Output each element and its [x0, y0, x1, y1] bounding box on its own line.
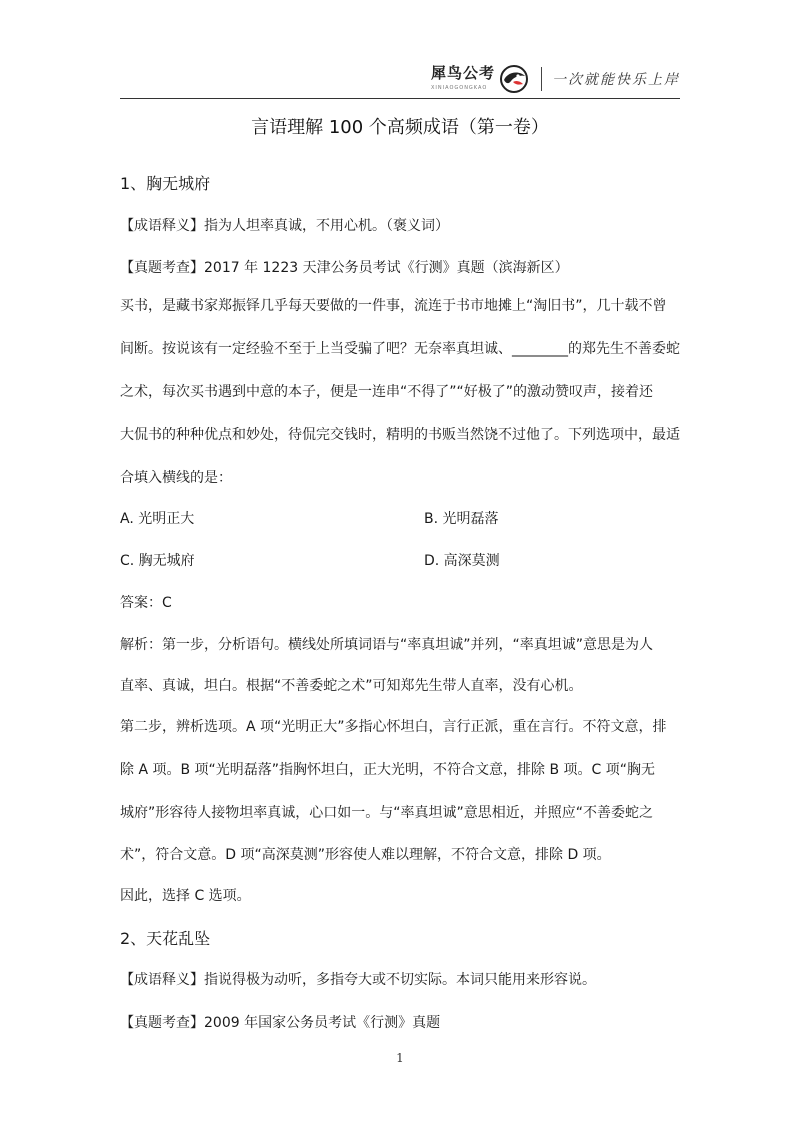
analysis-line: 城府”形容待人接物坦率真诚，心口如一。与“率真坦诚”意思相近，并照应“不善委蛇之: [120, 805, 654, 821]
header-rule: [120, 98, 680, 99]
option-d: D. 高深莫测: [424, 553, 500, 569]
conclusion-line: 因此，选择 C 选项。: [120, 888, 251, 904]
question-line: 买书，是藏书家郑振铎几乎每天要做的一件事，流连于书市地摊上“淘旧书”，几十载不曾: [120, 298, 667, 314]
brand-block: [431, 62, 497, 96]
analysis-line: 第二步，辨析选项。A 项“光明正大”多指心怀坦白，言行正派，重在言行。不符文意，排: [120, 719, 667, 735]
page-header: [120, 58, 680, 98]
brand-logo: [431, 62, 680, 96]
page-number: 1: [396, 1051, 404, 1065]
option-a: A. 光明正大: [120, 511, 195, 527]
section-2-exam-source: 【真题考查】2009 年国家公务员考试《行测》真题: [120, 1015, 441, 1031]
question-line: 之术，每次买书遇到中意的本子，便是一连串“不得了”“好极了”的激动赞叹声，接着还: [120, 384, 654, 400]
document-title: 言语理解 100 个高频成语（第一卷）: [251, 117, 549, 138]
analysis-line: 直率、真诚，坦白。根据“不善委蛇之术”可知郑先生带人直率，没有心机。: [120, 678, 583, 694]
question-line: 大侃书的种种优点和妙处，待侃完交钱时，精明的书贩当然饶不过他了。下列选项中，最适: [120, 427, 680, 443]
question-line: 合填入横线的是：: [120, 470, 232, 486]
slogan: 一次就能快乐上岸: [552, 72, 680, 88]
option-c: C. 胸无城府: [120, 553, 195, 569]
section-1-definition: 【成语释义】指为人坦率真诚，不用心机。（褒义词）: [120, 218, 449, 234]
section-2-heading: 2、天花乱坠: [120, 929, 211, 948]
brand-pinyin: XINIAOGONGKAO: [431, 85, 488, 91]
section-1-exam-source: 【真题考查】2017 年 1223 天津公务员考试《行测》真题（滨海新区）: [120, 260, 569, 276]
brand-name: 犀鸟公考: [431, 64, 496, 82]
answer: 答案：C: [120, 595, 172, 611]
analysis-line: 术”，符合文意。D 项“高深莫测”形容使人难以理解，不符合文意，排除 D 项。: [120, 847, 611, 863]
analysis-line: 解析：第一步，分析语句。横线处所填词语与“率真坦诚”并列，“率真坦诚”意思是为人: [120, 637, 654, 653]
hornbill-logo-icon: [499, 64, 529, 94]
section-2-definition: 【成语释义】指说得极为动听，多指夸大或不切实际。本词只能用来形容说。: [120, 972, 596, 988]
option-b: B. 光明磊落: [424, 511, 499, 527]
analysis-line: 除 A 项。B 项“光明磊落”指胸怀坦白，正大光明，不符合文意，排除 B 项。C 项“胸无: [120, 762, 656, 778]
header-separator: [541, 67, 542, 91]
question-line: 间断。按说该有一定经验不至于上当受骗了吧？无奈率真坦诚、________的郑先生不善委蛇: [120, 341, 680, 357]
section-1-heading: 1、胸无城府: [120, 174, 211, 193]
